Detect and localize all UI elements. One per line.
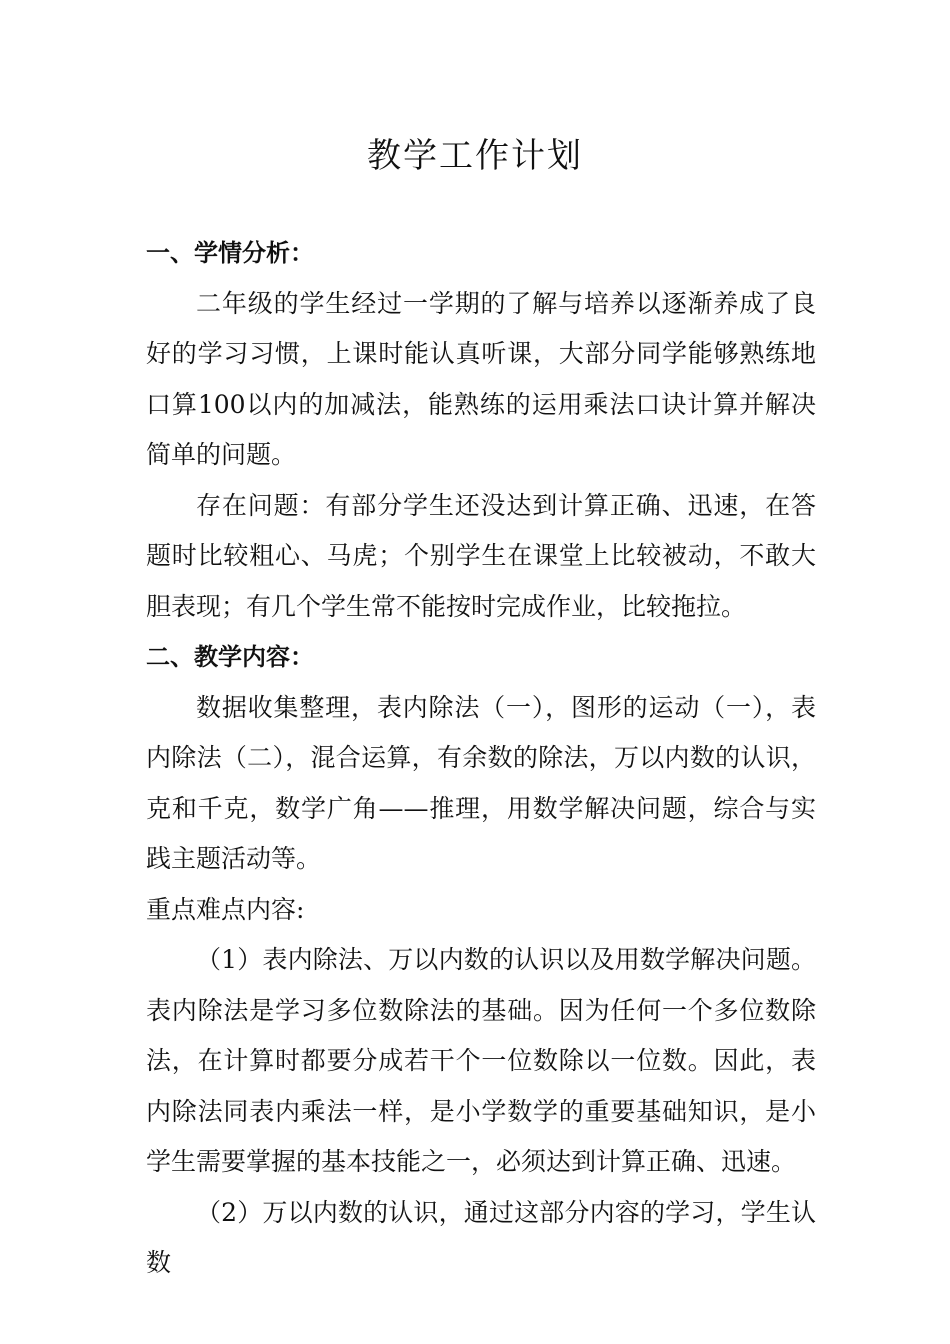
paragraph-teaching-content: 数据收集整理，表内除法（一），图形的运动（一），表内除法（二），混合运算，有余数的除法，万以内数的认识，克和千克，数学广角——推理，用数学解决问题，综合与实践主题活动等。: [146, 692, 816, 873]
paragraph-point-2: （2）万以内数的认识，通过这部分内容的学习，学生认数: [146, 1197, 816, 1277]
document-title: 教学工作计划: [367, 136, 583, 176]
paragraph-point-1: （1）表内除法、万以内数的认识以及用数学解决问题。表内除法是学习多位数除法的基础。因为任何一个多位数除法，在计算时都要分成若干个一位数除以一位数。因此，表内除法同表内乘法一样，是小学数学的重要基础知识，是小学生需要掌握的基本技能之一，必须达到计算正确、迅速。: [146, 945, 816, 1176]
subheading-key-difficult-points: 重点难点内容:: [146, 894, 305, 924]
paragraph-existing-problems: 存在问题：有部分学生还没达到计算正确、迅速，在答题时比较粗心、马虎；个别学生在课堂上比较被动，不敢大胆表现；有几个学生常不能按时完成作业，比较拖拉。: [146, 490, 816, 621]
paragraph-student-status: 二年级的学生经过一学期的了解与培养以逐渐养成了良好的学习习惯，上课时能认真听课，大部分同学能够熟练地口算100以内的加减法，能熟练的运用乘法口诀计算并解决简单的问题。: [146, 288, 816, 469]
section-heading-learning-analysis: 一、学情分析：: [146, 239, 314, 267]
document-body: [146, 228, 816, 1289]
section-heading-teaching-content: 二、教学内容：: [146, 643, 314, 671]
